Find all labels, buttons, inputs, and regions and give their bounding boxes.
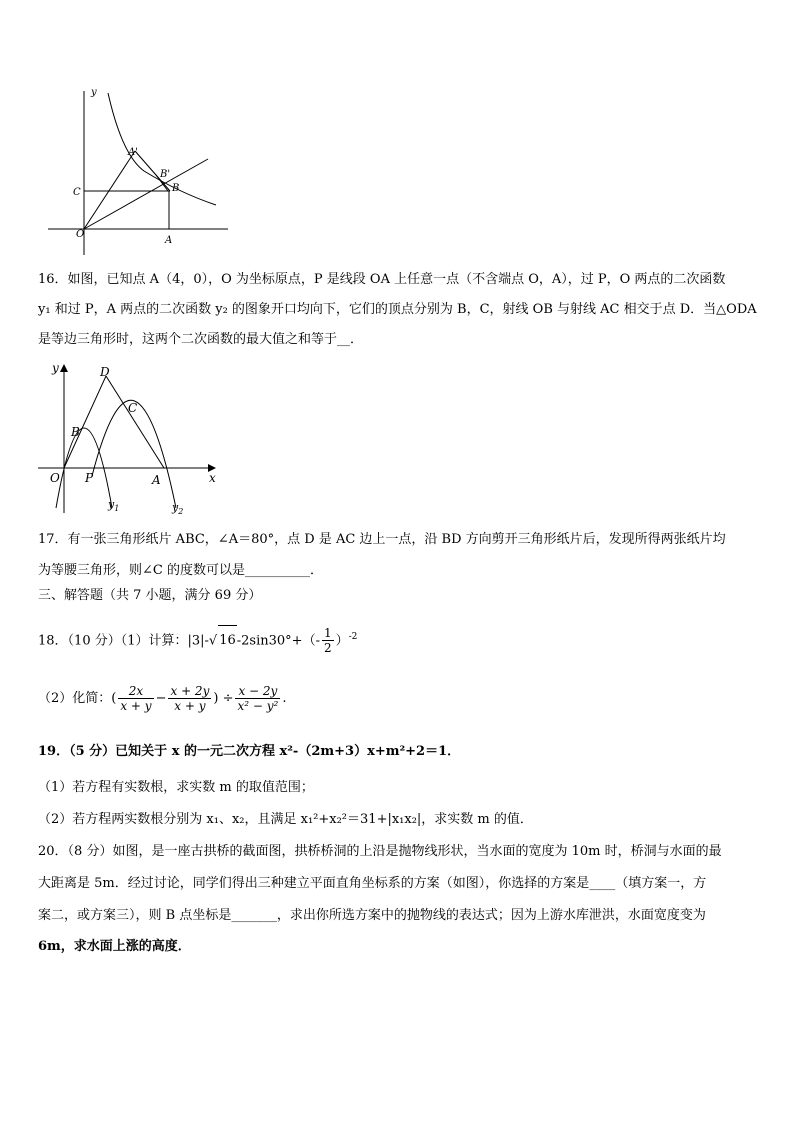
fraction-den: 2 (323, 641, 332, 656)
section-heading: 三、解答题（共 7 小题，满分 69 分） (38, 588, 262, 603)
label-o: O (50, 471, 60, 485)
fraction-1 (118, 684, 153, 713)
ray-line (84, 159, 208, 229)
label-y: y (91, 87, 97, 98)
label-x: x (209, 471, 216, 485)
fraction-num: 1 (323, 626, 332, 641)
label-a-prime: A' (128, 147, 138, 158)
label-d: D (100, 365, 110, 379)
label-c: C (73, 187, 81, 198)
label-b: B (172, 183, 180, 194)
q18-part1-prefix: 18．（10 分）（1）计算：|3|- (38, 633, 209, 649)
fraction-half (322, 626, 334, 655)
fraction-1-num: 2x (118, 684, 153, 699)
q20-line-3: 案二，或方案三），则 B 点坐标是_______，求出你所选方案中的抛物线的表达式；因为上游水库泄洪，水面宽度变为 (38, 908, 706, 923)
label-a: A (165, 235, 173, 246)
fraction-2 (168, 684, 211, 713)
label-y: y (52, 361, 59, 375)
sqrt-value: 16 (218, 625, 237, 656)
q17-line-1: 17．有一张三角形纸片 ABC，∠A＝80°，点 D 是 AC 边上一点，沿 BD 方向剪开三角形纸片后，发现所得两张纸片均 (38, 532, 726, 547)
q16-line-1: 16．如图，已知点 A（4，0），O 为坐标原点，P 是线段 OA 上任意一点（不含端点 O，A），过 P，O 两点的二次函数 (38, 272, 726, 287)
label-b: B (71, 425, 80, 439)
hyperbola-curve (108, 93, 216, 205)
fraction-3 (235, 684, 280, 713)
q18-part1 (38, 622, 357, 656)
fraction-3-den: x² − y² (237, 699, 279, 713)
q18-part1-mid: -2sin30°+（- (236, 633, 320, 649)
q17-line-2: 为等腰三角形，则∠C 的度数可以是__________． (38, 563, 323, 578)
label-y1: $y_1$ (108, 498, 120, 513)
exponent: -2 (348, 632, 358, 642)
q20-line-4: 6m，求水面上涨的高度． (38, 939, 191, 954)
figure-hyperbola-diagram (40, 85, 240, 260)
parabola-y2 (92, 400, 176, 508)
figure-parabolas-diagram (36, 358, 226, 518)
q18-part1-end: ） (335, 633, 349, 649)
segment-d-a (106, 376, 164, 468)
fraction-2-den: x + y (174, 699, 206, 713)
q19-line-2: （1）若方程有实数根，求实数 m 的取值范围； (38, 780, 314, 795)
segment-o-aprime (84, 151, 135, 229)
q19-line-1: 19．（5 分）已知关于 x 的一元二次方程 x²-（2m+3）x+m²+2＝1． (38, 744, 461, 759)
fraction-3-num: x − 2y (235, 684, 280, 699)
y-axis-arrow (60, 364, 68, 372)
label-p: P (85, 471, 94, 485)
q16-line-3: 是等边三角形时，这两个二次函数的最大值之和等于__． (38, 332, 364, 347)
fraction-2-num: x + 2y (170, 684, 210, 698)
label-b-prime: B' (160, 169, 171, 180)
label-o: O (76, 229, 85, 240)
minus-sign: − (155, 691, 167, 706)
q20-line-2: 大距离是 5m．经过讨论，同学们得出三种建立平面直角坐标系的方案（如图），你选择的方案是____（填方案一，方 (38, 876, 707, 891)
q18-part2-prefix: （2）化简：( (38, 691, 117, 706)
q16-line-2: y₁ 和过 P，A 两点的二次函数 y₂ 的图象开口均向下，它们的顶点分别为 B，C，射线 OB 与射线 AC 相交于点 D．当△ODA (38, 302, 757, 317)
divide-sign: ) ÷ (213, 691, 234, 706)
label-c: C (128, 401, 138, 415)
label-y2: $y_2$ (172, 501, 184, 516)
q19-line-3: （2）若方程两实数根分别为 x₁、x₂，且满足 x₁²+x₂²＝31+|x₁x₂|，求实数 m 的值． (38, 812, 533, 827)
fraction-1-den: x + y (120, 699, 152, 713)
q20-line-1: 20．（8 分）如图，是一座古拱桥的截面图，拱桥桥洞的上沿是抛物线形状，当水面的宽度为 10m 时，桥洞与水面的最 (38, 844, 722, 859)
period: . (282, 691, 287, 706)
q18-part2 (38, 682, 286, 716)
label-a: A (152, 473, 161, 487)
sqrt-symbol: √ (208, 633, 218, 649)
